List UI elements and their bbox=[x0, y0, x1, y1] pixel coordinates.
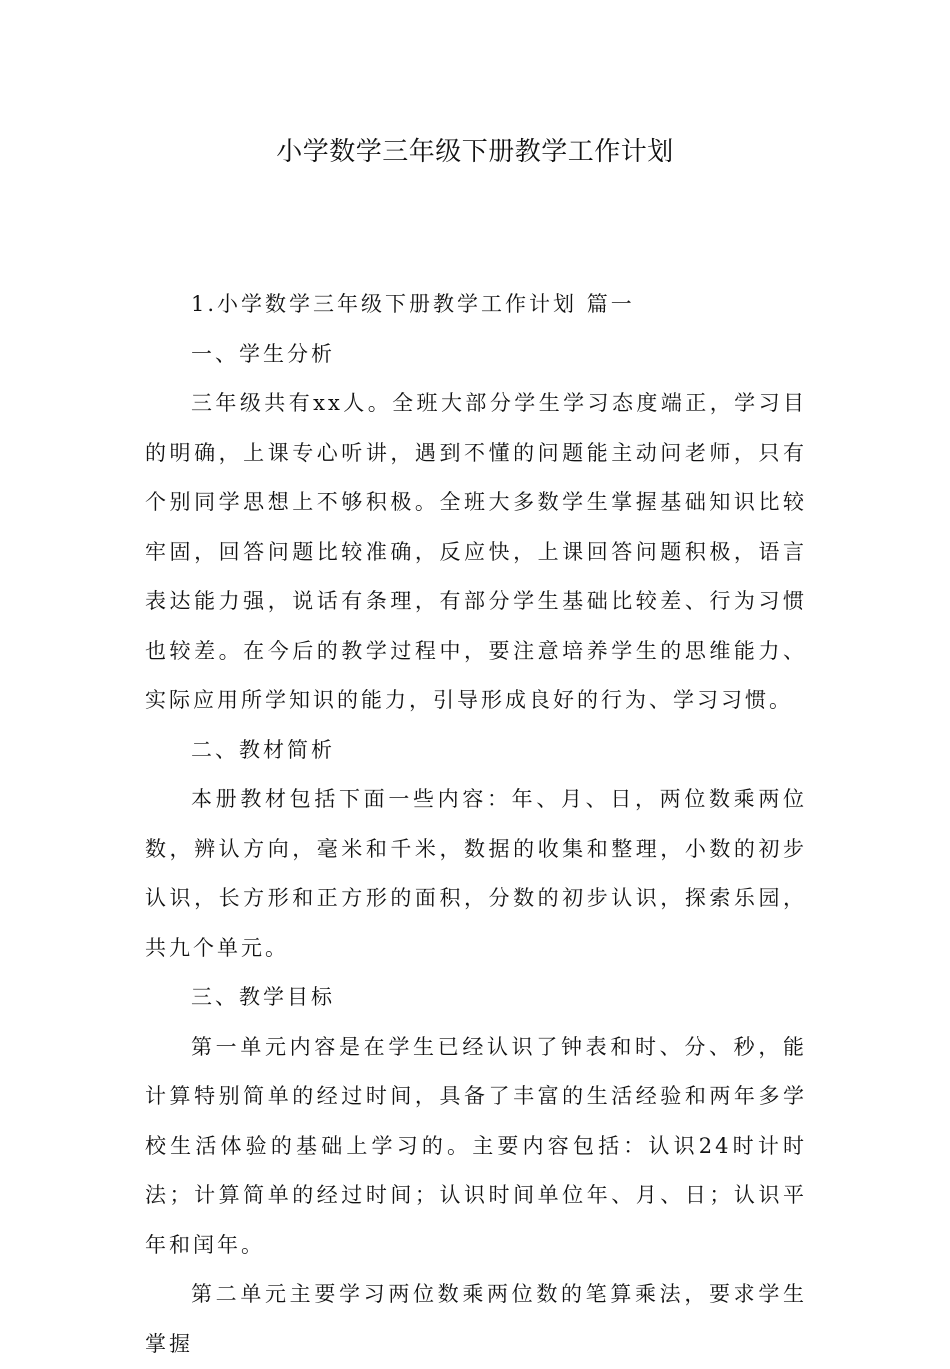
subsection-heading-student-analysis: 一、学生分析 bbox=[191, 341, 335, 366]
paragraph-unit-one: 第一单元内容是在学生已经认识了钟表和时、分、秒，能计算特别简单的经过时间，具备了丰富的生活经验和两年多学校生活体验的基础上学习的。主要内容包括：认识24时计时法；计算简单的经过时间；认识时间单位年、月、日；认识平年和闰年。 bbox=[145, 1034, 807, 1257]
subsection-heading-textbook-analysis: 二、教材简析 bbox=[191, 737, 335, 762]
document-body bbox=[145, 280, 807, 1369]
document-title: 小学数学三年级下册教学工作计划 bbox=[276, 137, 674, 167]
paragraph-textbook-analysis: 本册教材包括下面一些内容：年、月、日，两位数乘两位数，辨认方向，毫米和千米，数据的收集和整理，小数的初步认识，长方形和正方形的面积，分数的初步认识，探索乐园，共九个单元。 bbox=[145, 787, 807, 960]
section-heading: 1.小学数学三年级下册教学工作计划 篇一 bbox=[191, 292, 635, 316]
subsection-heading-teaching-goals: 三、教学目标 bbox=[191, 985, 335, 1009]
paragraph-student-analysis: 三年级共有xx人。全班大部分学生学习态度端正，学习目的明确，上课专心听讲，遇到不懂的问题能主动问老师，只有个别同学思想上不够积极。全班大多数学生掌握基础知识比较牢固，回答问题比较准确，反应快，上课回答问题积极，语言表达能力强，说话有条理，有部分学生基础比较差、行为习惯也较差。在今后的教学过程中，要注意培养学生的思维能力、实际应用所学知识的能力，引导形成良好的行为、学习习惯。 bbox=[145, 391, 807, 712]
paragraph-unit-two: 第二单元主要学习两位数乘两位数的笔算乘法，要求学生掌握 bbox=[145, 1282, 807, 1356]
